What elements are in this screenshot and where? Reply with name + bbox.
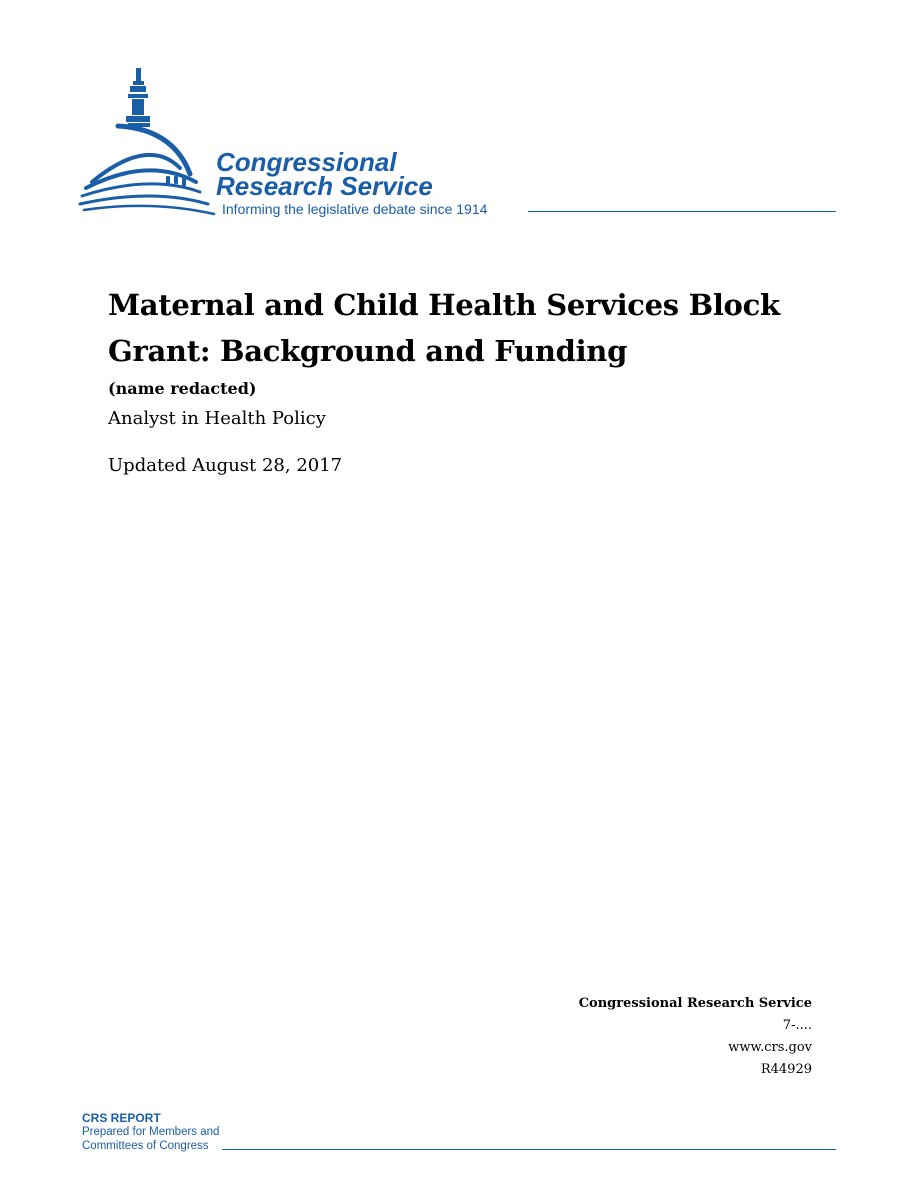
footer-line2: Committees of Congress	[82, 1140, 209, 1152]
report-date: Updated August 28, 2017	[108, 455, 343, 476]
capitol-dome-icon	[78, 64, 218, 219]
footer	[82, 1111, 842, 1161]
logo-tagline: Informing the legislative debate since 1914	[222, 201, 488, 217]
footer-divider	[222, 1149, 836, 1150]
footer-label: CRS REPORT	[82, 1111, 161, 1125]
author-role: Analyst in Health Policy	[108, 408, 326, 429]
logo-name-line1: Congressional	[216, 147, 397, 177]
publisher-website: www.crs.gov	[728, 1040, 812, 1055]
crs-logo	[78, 64, 838, 224]
report-title: Maternal and Child Health Services Block Grant: Background and Funding	[108, 288, 780, 368]
logo-name-line2: Research Service	[216, 171, 433, 201]
publisher-org: Congressional Research Service	[578, 996, 812, 1011]
publisher-info	[579, 993, 812, 1081]
report-number: R44929	[760, 1062, 812, 1077]
footer-line1: Prepared for Members and	[82, 1126, 220, 1138]
author-name: (name redacted)	[108, 379, 257, 398]
publisher-phone: 7-....	[782, 1018, 812, 1033]
logo-divider	[528, 211, 836, 212]
